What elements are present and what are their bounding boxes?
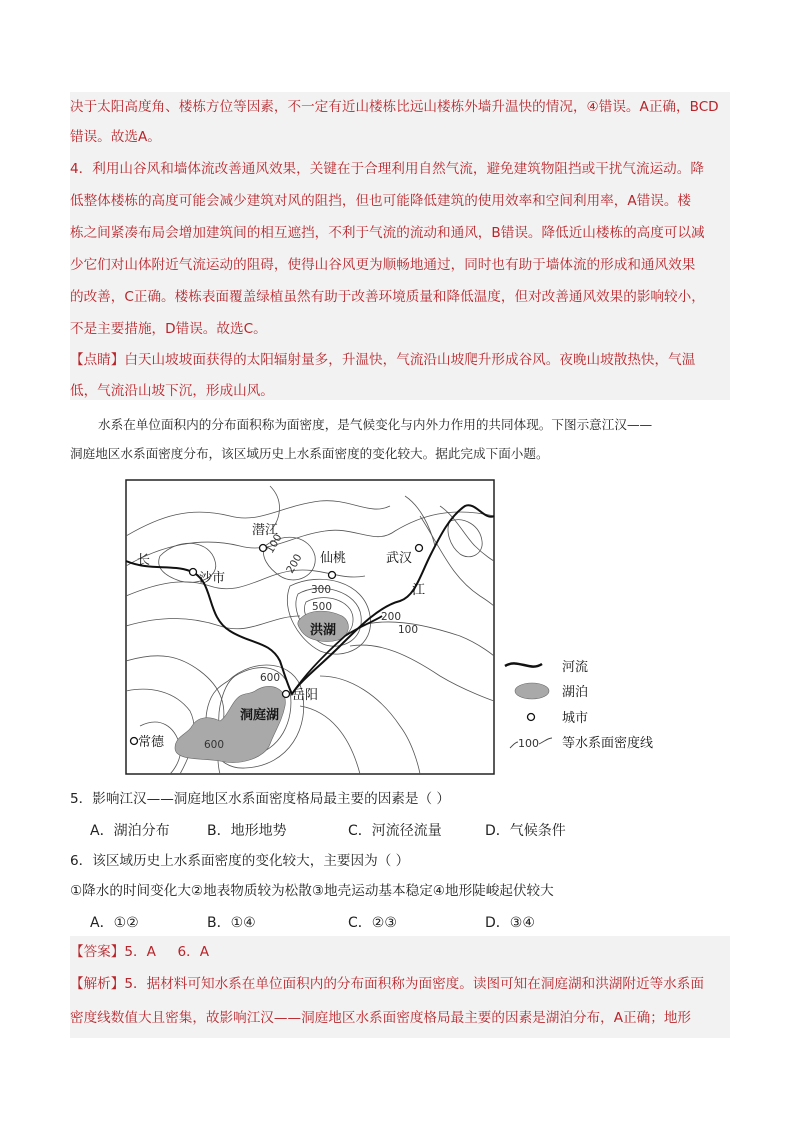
- legend-label: 等水系面密度线: [562, 736, 654, 751]
- text-line: 栋之间紧凑布局会增加建筑间的相互遮挡，不利于气流的流动和通风，B错误。降低近山楼栋的高度可以减: [70, 225, 705, 241]
- contour-label: 100: [264, 532, 285, 556]
- city-label: 常德: [138, 735, 165, 750]
- tip-tag: 【点睛】: [70, 352, 125, 368]
- q4-explanation: 4．利用山谷风和墙体流改善通风效果，关键在于合理利用自然气流，避免建筑物阻挡或干扰气流运动。降: [70, 161, 704, 177]
- q6-option-d[interactable]: D．③④: [485, 915, 535, 931]
- text-line: 的改善，C正确。楼栋表面覆盖绿植虽然有助于改善环境质量和降低温度，但对改善通风效果的影响较小，: [70, 289, 705, 305]
- contour-label: 500: [312, 601, 333, 613]
- city-label: 武汉: [386, 551, 413, 566]
- legend-label: 河流: [562, 660, 589, 675]
- legend-city-icon: [528, 714, 535, 721]
- intro-passage: 水系在单位面积内的分布面积称为面密度，是气候变化与内外力作用的共同体现。下图示意江汉——: [98, 417, 653, 432]
- tip-text: 白天山坡坡面获得的太阳辐射量多，升温快，气流沿山坡爬升形成谷风。夜晚山坡散热快，气温: [124, 352, 696, 368]
- analysis-tag: 【解析】: [70, 976, 125, 992]
- city-changde-dot: [131, 738, 138, 745]
- contour-label: 100: [398, 624, 419, 636]
- river-label: 江: [412, 583, 426, 598]
- text-line: 低整体楼栋的高度可能会减少建筑对风的阻挡，但也可能降低建筑的使用效率和空间利用率，A错误。楼: [70, 193, 692, 209]
- analysis-line: [70, 974, 730, 994]
- contour-label: 200: [284, 552, 305, 576]
- intro-passage: 洞庭地区水系面密度分布，该区域历史上水系面密度的变化较大。据此完成下面小题。: [70, 446, 549, 461]
- city-wuhan-dot: [416, 545, 423, 552]
- tip-line: [70, 350, 730, 370]
- contour-label: 200: [381, 611, 402, 623]
- q6-option-a[interactable]: A．①②: [90, 915, 139, 931]
- river-label: 长: [137, 553, 151, 568]
- q6-stem: 6．该区域历史上水系面密度的变化较大，主要因为（ ）: [70, 853, 410, 869]
- text-line: 不是主要措施，D错误。故选C。: [70, 321, 267, 337]
- legend-contour-value: 100: [518, 737, 539, 750]
- answer-line: [70, 942, 730, 962]
- contour-label: 600: [260, 672, 281, 684]
- text-line: 低，气流沿山坡下沉，形成山风。: [70, 383, 274, 399]
- city-label: 岳阳: [292, 688, 319, 703]
- city-shashi-dot: [190, 569, 197, 576]
- q6-option-c[interactable]: C．②③: [348, 915, 397, 931]
- analysis-text: 5．据材料可知水系在单位面积内的分布面积称为面密度。读图可知在洞庭湖和洪湖附近等水系面: [124, 976, 704, 992]
- q6-items: ①降水的时间变化大②地表物质较为松散③地壳运动基本稳定④地形陡峻起伏较大: [70, 883, 554, 899]
- map-legend: [505, 659, 653, 751]
- lake-label: 洪湖: [310, 623, 337, 638]
- q5-option-d[interactable]: D．气候条件: [485, 823, 566, 839]
- lake-label: 洞庭湖: [240, 708, 280, 723]
- city-label: 潜江: [252, 523, 279, 538]
- contour-label: 300: [311, 584, 332, 596]
- legend-lake-icon: [515, 683, 549, 699]
- legend-label: 湖泊: [562, 685, 589, 700]
- legend-river-icon: [505, 663, 542, 666]
- q5-option-c[interactable]: C．河流径流量: [348, 823, 442, 839]
- q6-option-b[interactable]: B．①④: [207, 915, 256, 931]
- city-label: 沙市: [199, 571, 226, 586]
- legend-contour-icon: [510, 742, 518, 748]
- city-xiantao-dot: [329, 572, 336, 579]
- legend-contour-icon: [539, 738, 552, 744]
- q5-option-a[interactable]: A．湖泊分布: [90, 823, 170, 839]
- answer-text: 5．A 6．A: [124, 944, 210, 960]
- contour-label: 600: [204, 739, 225, 751]
- legend-label: 城市: [562, 711, 589, 726]
- q5-stem: 5．影响江汉——洞庭地区水系面密度格局最主要的因素是（ ）: [70, 791, 450, 807]
- text-line: 少它们对山体附近气流运动的阻碍，使得山谷风更为顺畅地通过，同时也有助于墙体流的形成和通风效果: [70, 257, 696, 273]
- answer-tag: 【答案】: [70, 944, 125, 960]
- text-line: 决于太阳高度角、楼栋方位等因素，不一定有近山楼栋比远山楼栋外墙升温快的情况，④错误。A正确，BCD: [70, 99, 719, 115]
- analysis-line: 密度线数值大且密集，故影响江汉——洞庭地区水系面密度格局最主要的因素是湖泊分布，A正确；地形: [70, 1010, 692, 1026]
- city-label: 仙桃: [320, 551, 347, 566]
- water-density-map: [120, 476, 680, 778]
- q5-option-b[interactable]: B．地形地势: [207, 823, 287, 839]
- city-yueyang-dot: [283, 691, 290, 698]
- text-line: 错误。故选A。: [70, 129, 161, 145]
